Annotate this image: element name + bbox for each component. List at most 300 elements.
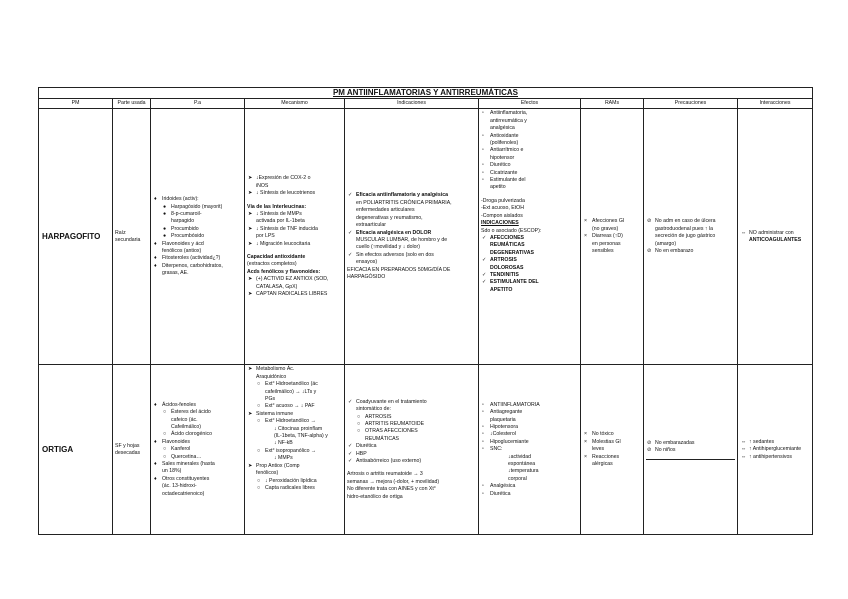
list-line	[347, 421, 476, 428]
list-text: grasas, AE.	[162, 270, 189, 277]
list-line	[347, 192, 476, 199]
interacciones-cell	[738, 109, 813, 365]
list-text: espontánea	[508, 461, 536, 468]
list-line	[583, 248, 641, 255]
list-text: ↑ Antihiperglucemiante	[749, 446, 802, 453]
list-text: Acds fenólicos y flavonoides:	[247, 268, 321, 275]
header-indicaciones: Indicaciones	[345, 99, 479, 109]
list-text: Flavonoides	[162, 438, 190, 445]
list-line	[247, 418, 342, 425]
list-text: apetito	[490, 184, 506, 191]
list-text: NO administrar con	[749, 229, 794, 236]
list-text: Eficacia analgésica en DOLOR	[356, 229, 432, 236]
list-line	[153, 483, 242, 490]
bullet-icon: ✓	[348, 251, 353, 258]
list-line	[153, 417, 242, 424]
bullet-icon: ⊘	[647, 447, 652, 454]
bullet-icon: ○	[257, 403, 261, 410]
bullet-icon: ♦	[154, 196, 157, 203]
list-line	[481, 147, 578, 154]
list-line	[247, 261, 342, 268]
list-text: ensayos)	[356, 259, 378, 266]
list-text: Procumbósido	[171, 233, 205, 240]
list-text: Hipoglucemiante	[490, 438, 529, 445]
list-text: SNC:	[490, 446, 503, 453]
list-line	[347, 215, 476, 222]
list-line	[481, 265, 578, 272]
list-line	[347, 436, 476, 443]
bullet-icon: ♦	[154, 401, 157, 408]
list-text: Analgésica	[490, 483, 516, 490]
bullet-icon: ○	[357, 413, 361, 420]
list-line	[481, 409, 578, 416]
indicaciones-cell	[345, 365, 479, 535]
list-text: Ext° Hidroetanólico (ác	[265, 381, 318, 388]
bullet-icon: ▫	[482, 409, 484, 416]
list-text: ↓ Citocinas proinflam	[274, 425, 323, 432]
list-text: No niños	[655, 447, 676, 454]
list-line	[646, 233, 735, 240]
bullet-icon: ♦	[154, 461, 157, 468]
list-line	[481, 184, 578, 191]
list-text: PGs	[265, 396, 276, 403]
bullet-icon: ○	[163, 431, 167, 438]
list-line	[247, 291, 342, 298]
efectos-cell	[479, 109, 581, 365]
list-line	[481, 250, 578, 257]
list-line	[153, 218, 242, 225]
bullet-icon: ♦	[154, 255, 157, 262]
list-text: ARTROSIS	[365, 413, 392, 420]
bullet-icon: ▫	[482, 162, 484, 169]
list-line	[583, 439, 641, 446]
list-line	[153, 211, 242, 218]
list-line	[153, 468, 242, 475]
list-line	[153, 248, 242, 255]
bullet-icon: ➤	[248, 210, 253, 217]
list-text: ANTICOAGULANTES	[749, 236, 802, 243]
list-text: (ác. 13-hidroxi-	[162, 483, 197, 490]
parte-usada	[113, 109, 151, 365]
list-text: Diurético	[490, 162, 511, 169]
bullet-icon: ➤	[248, 291, 253, 298]
bullet-icon: ✓	[348, 229, 353, 236]
bullet-icon: ○	[257, 381, 261, 388]
list-line	[481, 110, 578, 117]
list-text: OTRAS AFECCIONES	[365, 428, 418, 435]
bullet-icon: ▫	[482, 438, 484, 445]
list-text: Afecciones GI	[592, 218, 625, 225]
list-line	[646, 218, 735, 225]
list-line	[583, 431, 641, 438]
list-text: semanas → mejora (-dolor, + movilidad)	[347, 478, 440, 485]
list-text: ↓ Síntesis de TNF inducida	[256, 225, 318, 232]
list-line	[247, 448, 342, 455]
list-text: Sin efectos adversos (solo en dos	[356, 251, 434, 258]
bullet-icon: ✓	[348, 450, 353, 457]
list-line	[481, 439, 578, 446]
bullet-icon: ✓	[348, 443, 353, 450]
list-text: hipotensor	[490, 154, 515, 161]
list-line	[646, 248, 735, 255]
list-text: ↑ antihipertensivos	[749, 453, 792, 460]
bullet-icon: ○	[257, 418, 261, 425]
list-line	[646, 226, 735, 233]
mecanismo-cell	[245, 109, 345, 365]
list-text: en personas	[592, 240, 621, 247]
list-line	[646, 440, 735, 447]
parte-line: secundaria	[115, 236, 141, 243]
list-line	[583, 446, 641, 453]
list-line	[153, 255, 242, 262]
header-mecanismo: Mecanismo	[245, 99, 345, 109]
list-line	[347, 471, 476, 478]
list-line	[481, 162, 578, 169]
list-text: (amargo)	[655, 240, 677, 247]
list-line	[247, 381, 342, 388]
list-text: extraarticular	[356, 222, 386, 229]
list-line	[247, 426, 342, 433]
list-text: Otros constituyentes	[162, 475, 210, 482]
bullet-icon: ○	[163, 409, 167, 416]
list-line	[481, 118, 578, 125]
list-line	[347, 267, 476, 274]
list-line	[583, 233, 641, 240]
bullet-icon: ▫	[482, 132, 484, 139]
precauciones-cell	[644, 365, 738, 535]
list-line	[153, 439, 242, 446]
bullet-icon: ▫	[482, 483, 484, 490]
list-line	[153, 196, 242, 203]
list-line	[347, 428, 476, 435]
bullet-icon: ●	[163, 210, 167, 217]
list-line	[481, 272, 578, 279]
bullet-icon: ♦	[154, 475, 157, 482]
bullet-icon: ●	[163, 203, 167, 210]
list-text: Antiagregante	[490, 409, 523, 416]
list-text: cafeilmálico) → ↓LTs y	[265, 388, 317, 395]
list-text: Ext° isopropanólico →	[265, 447, 317, 454]
list-line	[247, 403, 342, 410]
list-text: ARTROSIS	[490, 257, 517, 264]
list-text: Flavonoides y ácd	[162, 240, 204, 247]
list-line	[740, 454, 810, 461]
bullet-icon: ○	[257, 447, 261, 454]
list-line	[481, 220, 578, 227]
list-line	[247, 190, 342, 197]
list-line	[481, 213, 578, 220]
bullet-icon: ▫	[482, 169, 484, 176]
list-text: plaquetaria	[490, 416, 516, 423]
list-line	[153, 409, 242, 416]
list-line	[247, 204, 342, 211]
list-text: Diterpenos, carbohidratos,	[162, 262, 223, 269]
table-title: PM ANTIINFLAMATORIAS Y ANTIRREUMÁTICAS	[39, 88, 813, 99]
list-text: Harpagósido (mayorit)	[171, 203, 223, 210]
list-line	[247, 276, 342, 283]
bullet-icon: ●	[163, 233, 167, 240]
list-line	[481, 424, 578, 431]
list-text: antirreumática y	[490, 117, 527, 124]
bullet-icon: ⇔	[741, 229, 747, 236]
list-text: -Droga pulverizada	[481, 197, 525, 204]
list-line	[153, 446, 242, 453]
list-text: Sdo o asociado (ESCOP):	[481, 227, 542, 234]
list-text: ANTIINFLAMATORIA	[490, 401, 540, 408]
list-text: ↓ Síntesis de leucotrienos	[256, 190, 316, 197]
bullet-icon: ➤	[248, 462, 253, 469]
list-line	[481, 417, 578, 424]
list-text: -Ext acuoso, EtOH	[481, 205, 524, 212]
header-pa: P.a	[151, 99, 245, 109]
list-line	[247, 254, 342, 261]
table-row	[39, 365, 813, 535]
list-text: MUSCULAR LUMBAR, de hombro y de	[356, 236, 448, 243]
list-line	[247, 411, 342, 418]
list-text: por LPS	[256, 233, 275, 240]
list-line	[481, 431, 578, 438]
list-text: No adm en caso de úlcera	[655, 218, 716, 225]
list-line	[247, 226, 342, 233]
list-line	[481, 454, 578, 461]
list-text: (+) ACTIVID EZ ANTIOX (SOD,	[256, 276, 329, 283]
list-text: en POLIARTRITIS CRÓNICA PRIMARIA,	[356, 199, 452, 206]
bullet-icon: ➤	[248, 225, 253, 232]
list-text: iNOS	[256, 182, 269, 189]
list-line	[347, 259, 476, 266]
list-line	[153, 461, 242, 468]
list-line	[347, 458, 476, 465]
list-text: Metabolismo Ác.	[256, 366, 295, 373]
list-text: Diarreas (↑D)	[592, 233, 623, 240]
list-line	[247, 218, 342, 225]
list-line	[347, 274, 476, 281]
rams-cell	[581, 109, 644, 365]
list-text: No embarazadas	[655, 440, 695, 446]
list-text: HARPAGÓSIDO	[347, 273, 386, 280]
list-text: AFECCIONES	[490, 234, 525, 241]
list-line	[481, 228, 578, 235]
list-text: ↓Expresión de COX-2 o	[256, 175, 311, 182]
list-text: harpagido	[171, 218, 195, 225]
list-line	[481, 170, 578, 177]
list-line	[153, 204, 242, 211]
list-text: REUMÁTICAS	[365, 435, 400, 442]
list-text: cuello (↑movilidad y ↓ dolor)	[356, 244, 421, 251]
header-efectos: Efectos	[479, 99, 581, 109]
list-text: Reacciones	[592, 453, 620, 460]
list-text: Artrosis o artritis reumatoide → 3	[347, 471, 423, 478]
list-line	[153, 233, 242, 240]
list-text: DOLOROSAS	[490, 264, 524, 271]
list-line	[247, 440, 342, 447]
list-text: ↓ NF-kB	[274, 440, 293, 447]
bullet-icon: ➤	[248, 410, 253, 417]
list-line	[646, 241, 735, 248]
list-line	[347, 451, 476, 458]
bullet-icon: ▫	[482, 431, 484, 438]
bullet-icon: ○	[357, 428, 361, 435]
header-precauciones: Precauciones	[644, 99, 738, 109]
list-line	[153, 431, 242, 438]
interacciones-cell	[738, 365, 813, 535]
list-line	[347, 486, 476, 493]
list-line	[481, 125, 578, 132]
list-text: CAPTAN RADICALES LIBRES	[256, 291, 328, 298]
list-line	[247, 175, 342, 182]
list-text: TENDINITIS	[490, 271, 519, 278]
bullet-icon: ♦	[154, 438, 157, 445]
pa-cell	[151, 109, 245, 365]
bullet-icon: ✓	[482, 279, 487, 286]
list-line	[247, 284, 342, 291]
list-text: octadecatrienoico)	[162, 490, 205, 497]
parte-line: Raíz	[115, 229, 126, 236]
bullet-icon: ×	[584, 438, 588, 445]
bullet-icon: ○	[257, 484, 261, 491]
pm-table	[38, 87, 813, 535]
list-text: Eficacia antiinflamatoria y analgésica	[356, 192, 448, 199]
list-line	[247, 374, 342, 381]
list-line	[583, 241, 641, 248]
list-line	[347, 207, 476, 214]
bullet-icon: ▫	[482, 401, 484, 408]
list-text: activada por IL-1beta	[256, 218, 305, 225]
bullet-icon: ▫	[482, 423, 484, 430]
bullet-icon: ○	[163, 453, 167, 460]
bullet-icon: ➤	[248, 175, 253, 182]
precauciones-cell	[644, 109, 738, 365]
list-text: DEGENERATIVAS	[490, 249, 534, 256]
list-line	[583, 226, 641, 233]
list-text: Diurética	[356, 443, 377, 450]
list-line	[583, 454, 641, 461]
list-text: Antioxidante	[490, 132, 519, 139]
list-text: No tóxico	[592, 431, 614, 438]
list-text: ↓ Peroxidación lipídica	[265, 477, 317, 484]
indicaciones-cell	[345, 109, 479, 365]
bullet-icon: ×	[584, 453, 588, 460]
list-text: INDICACIONES	[481, 220, 519, 227]
list-text: HBP	[356, 450, 367, 457]
list-line	[247, 455, 342, 462]
bullet-icon: ×	[584, 218, 588, 225]
pm-name-harpagofito: HARPAGOFITO	[39, 109, 113, 365]
list-text: Ácido clorogénico	[171, 431, 212, 438]
list-line	[247, 211, 342, 218]
list-text: un 18%)	[162, 468, 182, 475]
list-text: cafeico (ác.	[171, 416, 198, 423]
rams-cell	[581, 365, 644, 535]
list-line	[347, 399, 476, 406]
list-line	[481, 140, 578, 147]
list-text: ↓Colesterol	[490, 431, 516, 438]
bullet-icon: ▫	[482, 147, 484, 154]
list-line	[481, 491, 578, 498]
list-text: Capta radicales libres	[265, 484, 315, 491]
list-line	[481, 242, 578, 249]
list-line	[347, 252, 476, 259]
list-text: EFICACIA EN PREPARADOS 50MG/DÍA DE	[347, 266, 451, 273]
list-line	[481, 476, 578, 483]
list-text: Procumbido	[171, 225, 199, 232]
list-line	[247, 396, 342, 403]
bullet-icon: ⇔	[741, 438, 747, 445]
list-text: ESTIMULANTE DEL	[490, 279, 539, 286]
list-line	[347, 494, 476, 501]
list-line	[247, 485, 342, 492]
list-text: analgésica	[490, 125, 515, 132]
list-text: (polifenoles)	[490, 140, 519, 147]
list-line	[347, 244, 476, 251]
list-line	[347, 222, 476, 229]
list-text: fenólicos)	[256, 470, 279, 477]
list-line	[481, 287, 578, 294]
bullet-icon: ▫	[482, 490, 484, 497]
list-text: Ésteres del ácido	[171, 409, 211, 416]
list-line	[481, 483, 578, 490]
list-text: Coadyuvante en el tratamiento	[356, 398, 427, 405]
list-text: No diferente trata con AINES y con Xt°	[347, 486, 436, 493]
bullet-icon: ⊘	[647, 218, 652, 225]
list-text: (no graves)	[592, 225, 619, 232]
bullet-icon: ⊘	[647, 440, 652, 446]
list-line	[481, 198, 578, 205]
list-text: No en embarazo	[655, 248, 694, 255]
list-text: Ext° acuoso → ↓ PAF	[265, 403, 315, 410]
list-text: enfermedades articulares	[356, 207, 415, 214]
list-text: Iridoides (activ):	[162, 196, 199, 203]
list-line	[481, 205, 578, 212]
list-text: Kanferol	[171, 446, 191, 453]
list-text: Cafeilmálico)	[171, 423, 201, 430]
header-pm: PM	[39, 99, 113, 109]
list-text: Molestias GI	[592, 438, 621, 445]
list-line	[247, 389, 342, 396]
list-line	[481, 468, 578, 475]
list-line	[247, 433, 342, 440]
list-line	[347, 200, 476, 207]
header-rams: RAMs	[581, 99, 644, 109]
list-line	[347, 406, 476, 413]
bullet-icon: ✓	[482, 271, 487, 278]
table-row	[39, 109, 813, 365]
list-text: Quercetina…	[171, 453, 202, 460]
list-text: sintomático de:	[356, 406, 391, 413]
list-text: ↓ MMPs	[274, 455, 293, 462]
list-text: Estimulante del	[490, 177, 526, 184]
list-line	[153, 454, 242, 461]
list-line	[153, 476, 242, 483]
list-text: Diurética	[490, 490, 511, 497]
list-text: degenerativas y reumatismo,	[356, 214, 423, 221]
list-line	[153, 263, 242, 270]
list-text: ARTRITIS REUMATOIDE	[365, 420, 425, 427]
list-line	[247, 241, 342, 248]
list-text: APETITO	[490, 286, 513, 293]
parte-line: SF y hojas	[115, 442, 140, 449]
list-line	[153, 491, 242, 498]
list-text: Araquidónico	[256, 373, 287, 380]
list-line	[740, 230, 810, 237]
bullet-icon: ●	[163, 225, 167, 232]
list-line	[481, 461, 578, 468]
list-line	[740, 446, 810, 453]
list-text: Sistema inmune	[256, 410, 294, 417]
list-text: -Compon aislados	[481, 212, 523, 219]
list-line	[153, 270, 242, 277]
bullet-icon: ♦	[154, 240, 157, 247]
